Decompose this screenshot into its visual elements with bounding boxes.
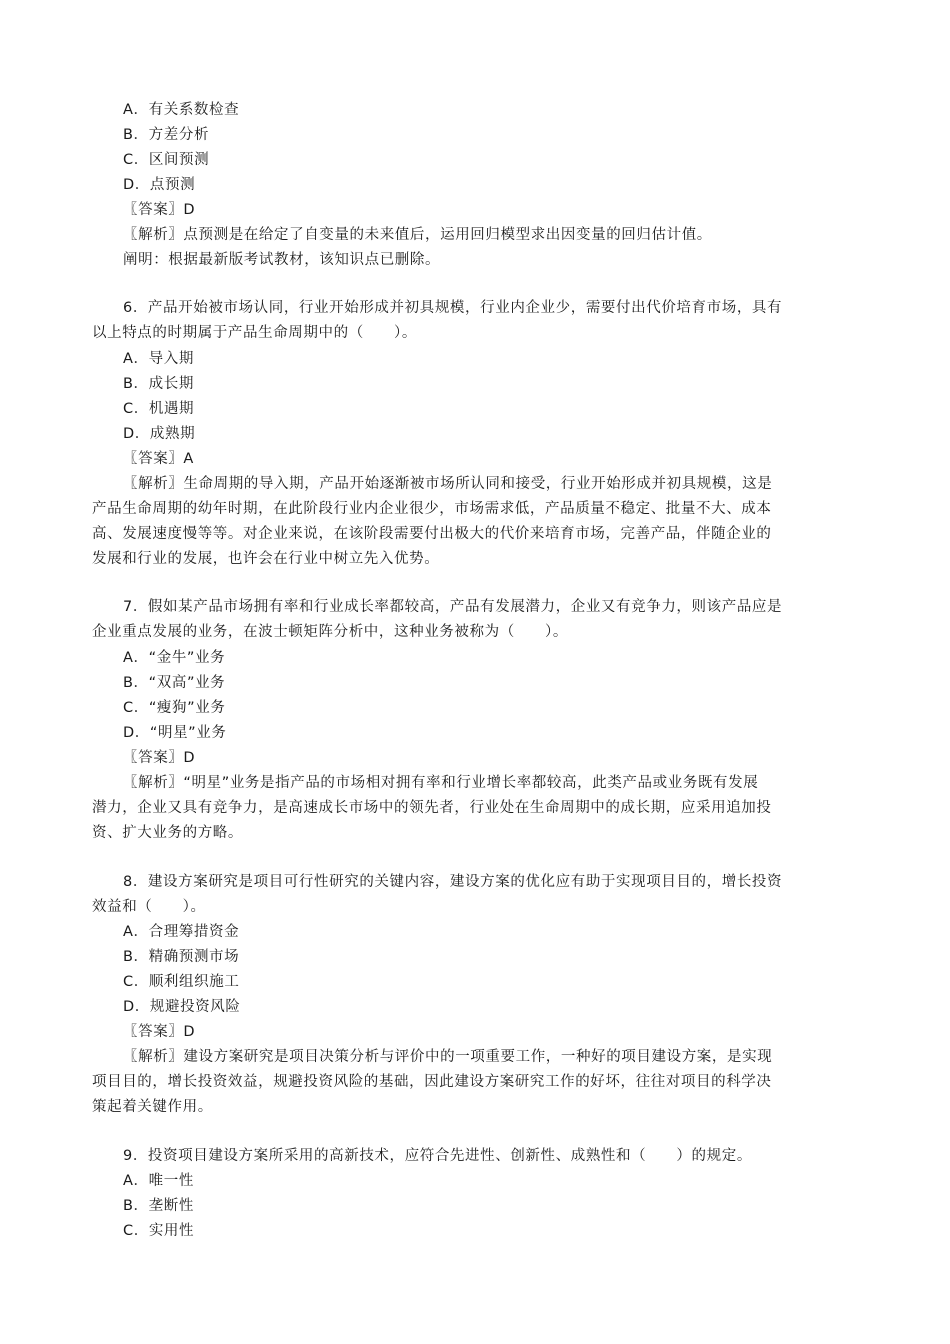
q7-option-c: C．“瘦狗”业务 xyxy=(123,700,226,716)
q8-analysis-line3: 策起着关键作用。 xyxy=(92,1099,213,1115)
q5-analysis: 〖解析〗点预测是在给定了自变量的未来值后，运用回归模型求出因变量的回归估计值。 xyxy=(123,227,712,243)
q6-answer: 〖答案〗A xyxy=(123,451,194,467)
q7-analysis-line3: 资、扩大业务的方略。 xyxy=(92,825,243,841)
q9-option-a: A．唯一性 xyxy=(123,1173,194,1189)
q6-stem-line2: 以上特点的时期属于产品生命周期中的（ ）。 xyxy=(92,325,417,341)
q9-stem: 9．投资项目建设方案所采用的高新技术，应符合先进性、创新性、成熟性和（ ）的规定。 xyxy=(123,1148,752,1164)
q5-option-d: D．点预测 xyxy=(123,177,196,193)
q9-option-b: B．垄断性 xyxy=(123,1198,194,1214)
q6-analysis-line4: 发展和行业的发展，也许会在行业中树立先入优势。 xyxy=(92,551,440,567)
q8-option-a: A．合理筹措资金 xyxy=(123,924,240,940)
q7-analysis-line1: 〖解析〗“明星”业务是指产品的市场相对拥有率和行业增长率都较高，此类产品或业务既有发展 xyxy=(123,775,759,791)
q7-option-a: A．“金牛”业务 xyxy=(123,650,226,666)
q5-answer: 〖答案〗D xyxy=(123,202,196,218)
q6-analysis-line2: 产品生命周期的幼年时期，在此阶段行业内企业很少，市场需求低，产品质量不稳定、批量不大、成本 xyxy=(92,501,772,517)
q7-option-d: D．“明星”业务 xyxy=(123,725,227,741)
q8-answer: 〖答案〗D xyxy=(123,1024,196,1040)
q6-analysis-line1: 〖解析〗生命周期的导入期，产品开始逐渐被市场所认同和接受，行业开始形成并初具规模，这是 xyxy=(123,476,773,492)
q5-option-c: C．区间预测 xyxy=(123,152,210,168)
q7-analysis-line2: 潜力，企业又具有竞争力，是高速成长市场中的领先者，行业处在生命周期中的成长期，应采用追加投 xyxy=(92,800,772,816)
q7-stem-line2: 企业重点发展的业务，在波士顿矩阵分析中，这种业务被称为（ ）。 xyxy=(92,624,568,640)
q8-option-c: C．顺利组织施工 xyxy=(123,974,240,990)
q6-option-d: D．成熟期 xyxy=(123,426,196,442)
q8-stem-line1: 8．建设方案研究是项目可行性研究的关键内容，建设方案的优化应有助于实现项目目的，增长投资 xyxy=(123,874,783,890)
q9-option-c: C．实用性 xyxy=(123,1223,195,1239)
q6-stem-line1: 6．产品开始被市场认同，行业开始形成并初具规模，行业内企业少，需要付出代价培育市场，具有 xyxy=(123,300,783,316)
q5-option-b: B．方差分析 xyxy=(123,127,210,143)
q7-stem-line1: 7．假如某产品市场拥有率和行业成长率都较高，产品有发展潜力，企业又有竞争力，则该产品应是 xyxy=(123,599,783,615)
q8-option-b: B．精确预测市场 xyxy=(123,949,240,965)
q5-note: 阐明：根据最新版考试教材，该知识点已删除。 xyxy=(123,252,441,268)
q8-analysis-line2: 项目目的，增长投资效益，规避投资风险的基础，因此建设方案研究工作的好坏，往往对项目的科学决 xyxy=(92,1074,772,1090)
q7-option-b: B．“双高”业务 xyxy=(123,675,226,691)
q8-option-d: D．规避投资风险 xyxy=(123,999,241,1015)
q8-stem-line2: 效益和（ ）。 xyxy=(92,899,206,915)
q6-option-a: A．导入期 xyxy=(123,351,194,367)
q7-answer: 〖答案〗D xyxy=(123,750,196,766)
q6-analysis-line3: 高、发展速度慢等等。对企业来说，在该阶段需要付出极大的代价来培育市场，完善产品，伴随企业的 xyxy=(92,526,772,542)
q8-analysis-line1: 〖解析〗建设方案研究是项目决策分析与评价中的一项重要工作，一种好的项目建设方案，是实现 xyxy=(123,1049,773,1065)
q5-option-a: A．有关系数检查 xyxy=(123,102,240,118)
q6-option-b: B．成长期 xyxy=(123,376,194,392)
q6-option-c: C．机遇期 xyxy=(123,401,195,417)
